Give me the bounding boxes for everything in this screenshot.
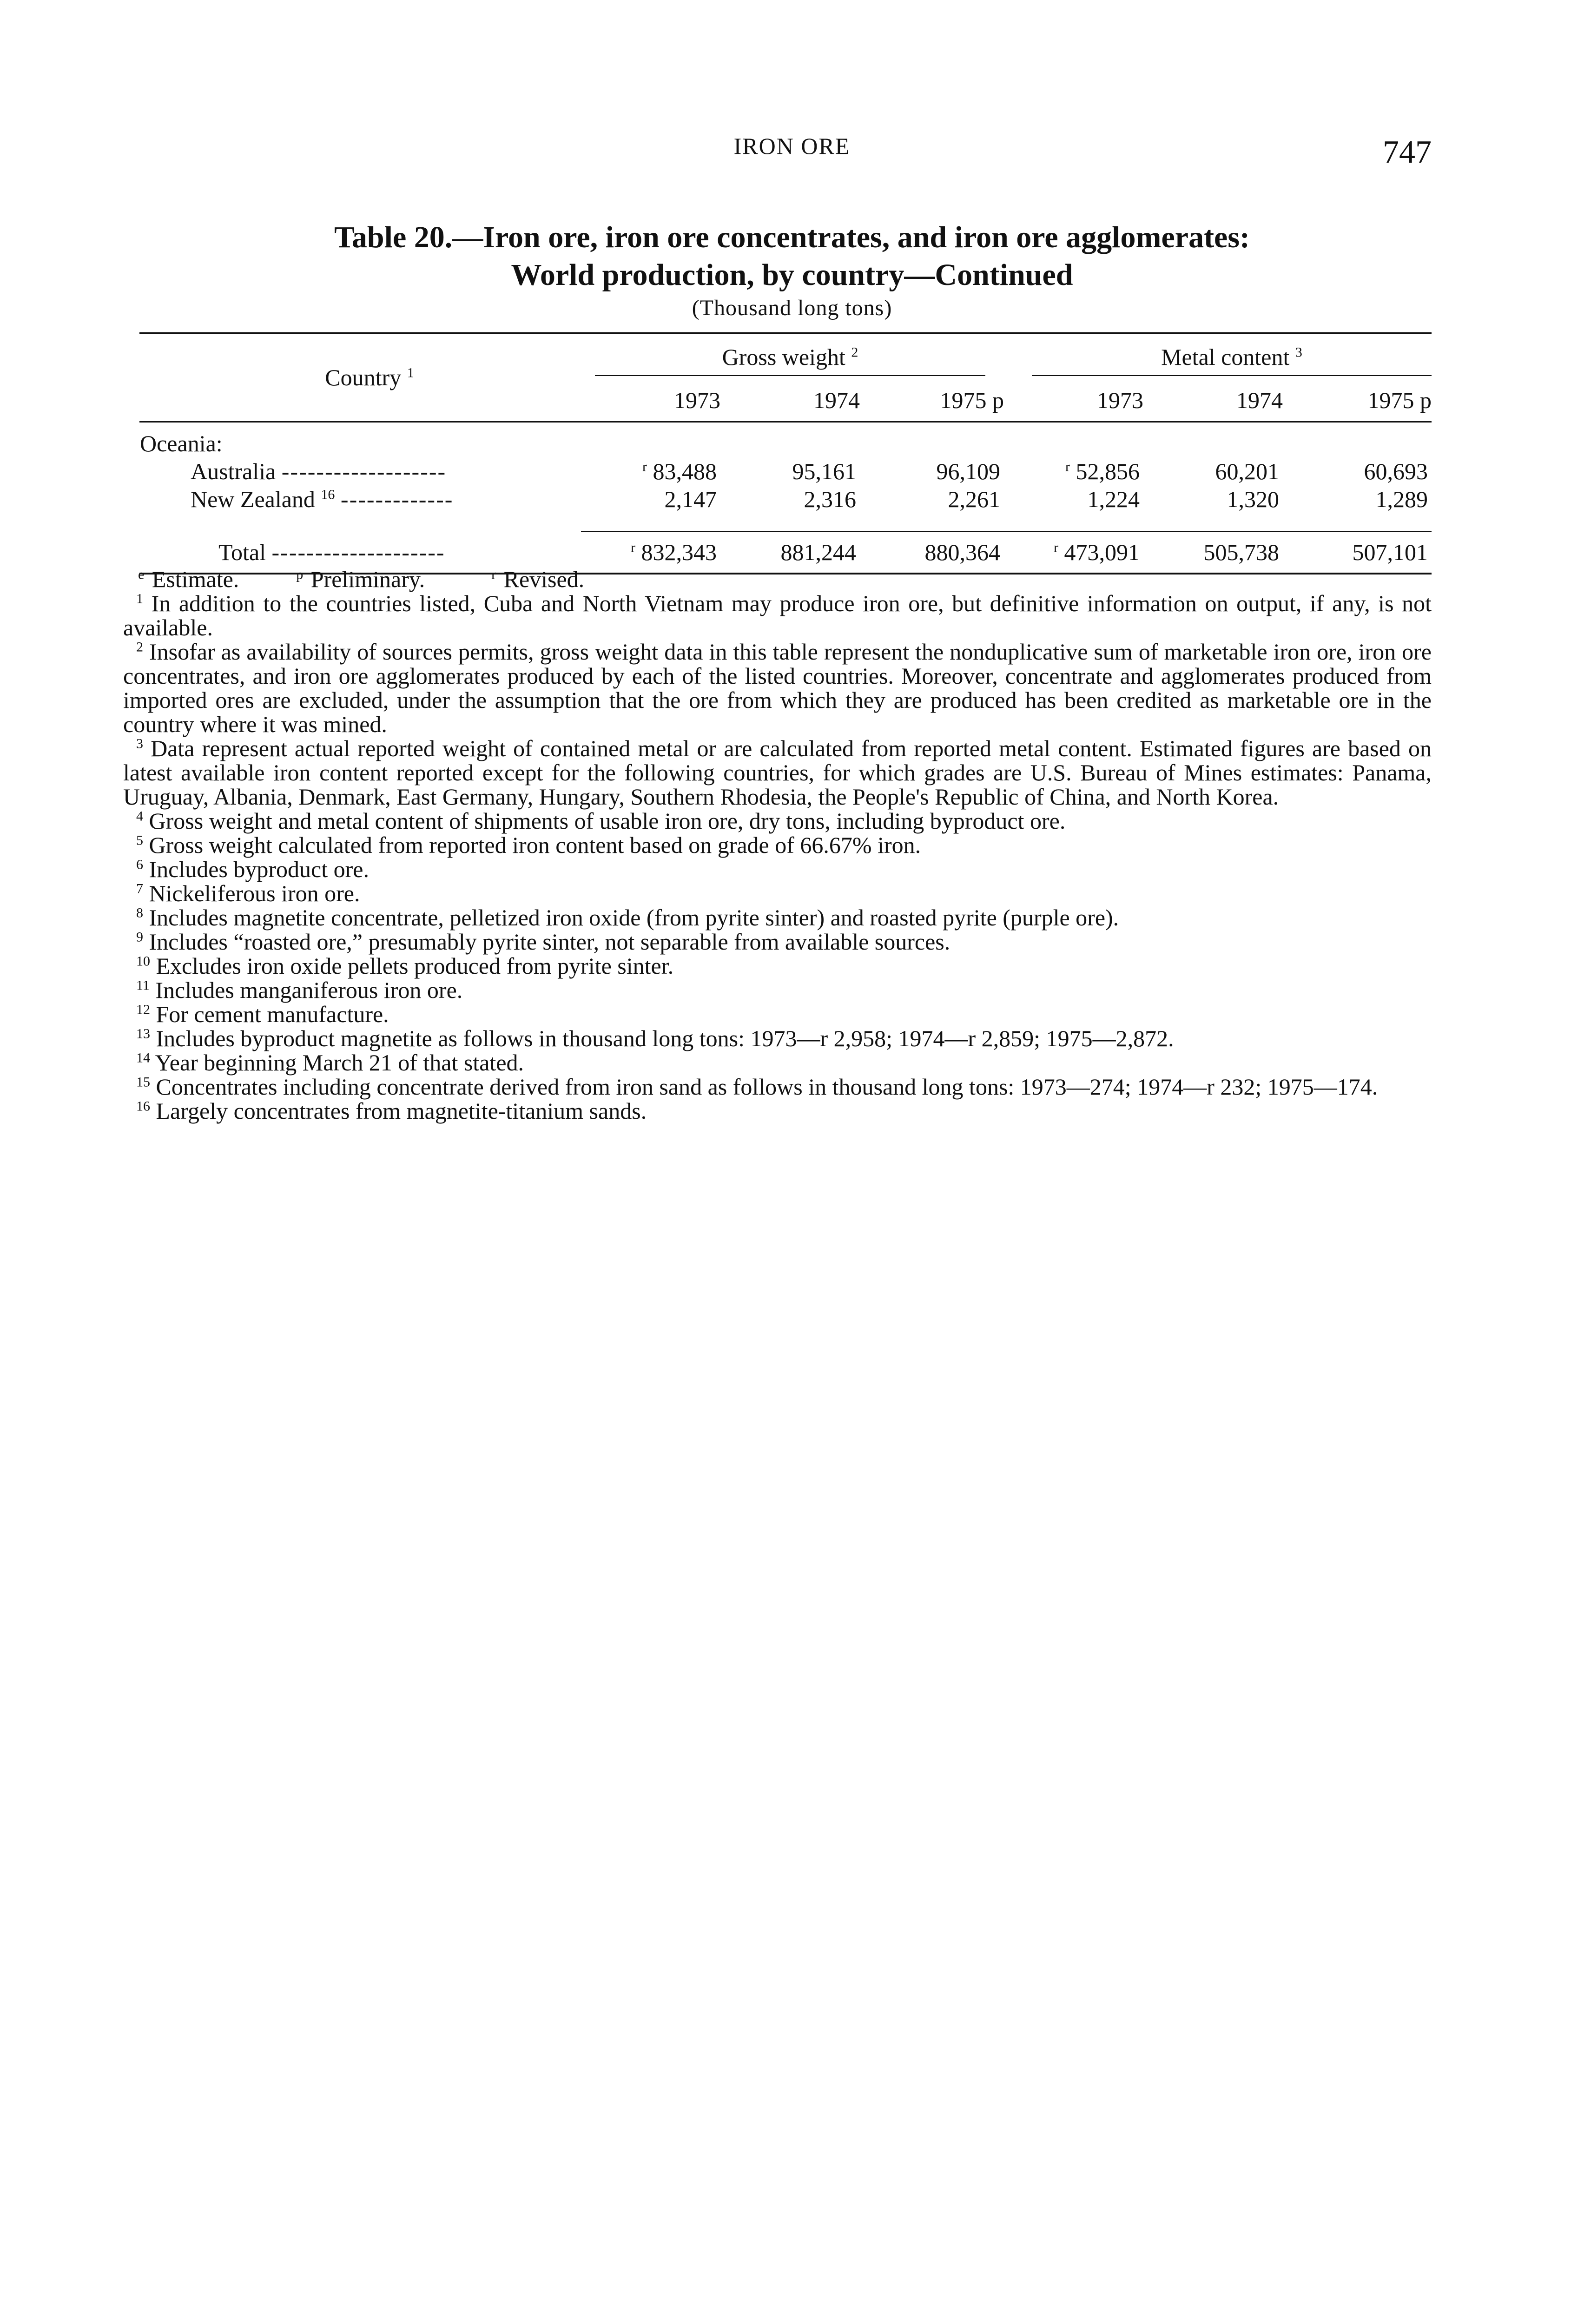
footnote-text: Includes byproduct ore. — [149, 856, 369, 882]
footnote-7 — [123, 881, 1432, 905]
footnote-1 — [123, 591, 1432, 640]
footnote-16 — [123, 1099, 1432, 1123]
cell-value: 473,091 — [1064, 539, 1140, 565]
cell-gw-1973: 2,147 — [664, 486, 717, 512]
table-row — [139, 485, 1432, 513]
total-gw-1975: 880,364 — [924, 539, 1000, 565]
cell-mc-1974: 60,201 — [1215, 458, 1279, 484]
footnote-number: 2 — [136, 639, 143, 655]
footnote-9 — [123, 930, 1432, 954]
footnote-number: 4 — [136, 808, 143, 824]
footnote-number: 16 — [136, 1098, 150, 1114]
footnote-text: Data represent actual reported weight of contained metal or are calculated from reported metal content. Estimated figures are based on latest available iron content reported except for the following countries, for which grades are U.S. Bureau of Mines estimates: Panama, Uruguay, Albania, Denmark, East Germany, Hungary, Southern Rhodesia, the People's Republic of China, and North Korea. — [123, 735, 1432, 810]
footnote-11 — [123, 978, 1432, 1002]
table-row — [139, 457, 1432, 485]
footnote-15 — [123, 1075, 1432, 1099]
gross-weight-label: Gross weight — [722, 344, 845, 370]
footnote-number: 13 — [136, 1026, 150, 1042]
col-header-mc-1975 — [1283, 380, 1432, 422]
footnote-3 — [123, 736, 1432, 809]
total-mc-1974: 505,738 — [1203, 539, 1279, 565]
metal-content-label: Metal content — [1161, 344, 1290, 370]
year-label: 1975 — [1367, 387, 1414, 414]
total-mc-1975: 507,101 — [1352, 539, 1428, 565]
footnote-10 — [123, 954, 1432, 978]
cell-gw-1973 — [581, 457, 720, 485]
footnote-text: Nickeliferous iron ore. — [149, 880, 360, 906]
revised-mark: r — [642, 458, 647, 474]
preliminary-mark: p — [992, 387, 1004, 414]
footnote-ref: 16 — [321, 486, 335, 502]
revised-mark: r — [1054, 540, 1058, 555]
legend-text: Preliminary. — [310, 566, 425, 592]
footnote-text: Excludes iron oxide pellets produced from pyrite sinter. — [156, 953, 674, 979]
cell-mc-1974: 1,320 — [1227, 486, 1279, 512]
footnote-text: In addition to the countries listed, Cuba and North Vietnam may produce iron ore, but definitive information on output, if any, is not available. — [123, 590, 1432, 640]
cell-mc-1973 — [1004, 457, 1143, 485]
running-head: IRON ORE — [733, 133, 851, 159]
table-units: (Thousand long tons) — [692, 296, 892, 320]
footnote-text: Largely concentrates from magnetite-titanium sands. — [156, 1098, 647, 1124]
total-gw-1974: 881,244 — [780, 539, 856, 565]
col-header-country-label: Country — [325, 364, 402, 391]
footnote-4 — [123, 809, 1432, 833]
row-country — [139, 485, 581, 513]
total-label: Total — [218, 539, 266, 565]
footnote-ref: 1 — [407, 365, 414, 381]
footnote-text: Includes byproduct magnetite as follows in thousand long tons: 1973—r 2,958; 1974—r 2,859; 1975—2,872. — [156, 1025, 1174, 1051]
cell-value: 83,488 — [653, 458, 717, 484]
footnote-number: 9 — [136, 929, 143, 945]
preliminary-mark: p — [1420, 387, 1432, 414]
footnote-text: Includes magnetite concentrate, pelletized iron oxide (from pyrite sinter) and roasted pyrite (purple ore). — [149, 905, 1119, 931]
legend-text: Revised. — [503, 566, 585, 592]
footnote-5 — [123, 833, 1432, 857]
footnote-number: 15 — [136, 1074, 150, 1090]
footnote-number: 5 — [136, 832, 143, 848]
revised-mark: r — [1065, 458, 1070, 474]
cell-mc-1975: 60,693 — [1364, 458, 1428, 484]
cell-gw-1974: 2,316 — [804, 486, 856, 512]
footnote-ref: 3 — [1295, 344, 1302, 360]
country-name: Australia — [191, 458, 276, 484]
revised-mark: r — [631, 540, 635, 555]
production-table — [139, 332, 1432, 574]
year-label: 1975 — [940, 387, 987, 414]
dot-leader: ------------- — [340, 486, 454, 512]
legend-mark: e — [138, 567, 145, 582]
col-header-mc-1973: 1973 — [1097, 387, 1143, 414]
footnote-12 — [123, 1002, 1432, 1026]
footnote-number: 12 — [136, 1002, 150, 1017]
footnote-number: 10 — [136, 953, 150, 969]
footnote-text: For cement manufacture. — [156, 1001, 389, 1027]
dot-leader: ------------------- — [281, 458, 447, 484]
col-header-gw-1974: 1974 — [813, 387, 860, 414]
footnote-text: Concentrates including concentrate derived from iron sand as follows in thousand long tons: 1973—274; 1974—r 232; 1975—174. — [156, 1074, 1378, 1100]
col-header-country — [139, 333, 581, 422]
footnote-ref: 2 — [851, 344, 858, 360]
footnote-number: 7 — [136, 881, 143, 897]
footnote-number: 8 — [136, 905, 143, 921]
footnote-text: Year beginning March 21 of that stated. — [155, 1050, 524, 1076]
col-header-gw-1975 — [860, 380, 1004, 422]
region-label: Oceania: — [140, 430, 223, 456]
footnote-8 — [123, 905, 1432, 930]
footnote-6 — [123, 857, 1432, 881]
footnote-text: Includes manganiferous iron ore. — [155, 977, 463, 1003]
legend-mark: p — [296, 567, 304, 582]
cell-value: 832,343 — [641, 539, 717, 565]
cell-value: 52,856 — [1076, 458, 1140, 484]
footnote-14 — [123, 1050, 1432, 1075]
footnote-number: 11 — [136, 977, 150, 993]
col-header-metal-content — [1004, 333, 1432, 380]
table-title — [0, 218, 1584, 323]
cell-mc-1975: 1,289 — [1375, 486, 1428, 512]
footnotes — [123, 567, 1432, 1123]
cell-gw-1975: 96,109 — [936, 458, 1000, 484]
cell-gw-1975: 2,261 — [948, 486, 1000, 512]
cell-mc-1973: 1,224 — [1087, 486, 1140, 512]
footnote-number: 1 — [136, 591, 143, 607]
footnote-13 — [123, 1026, 1432, 1050]
footnote-2 — [123, 640, 1432, 736]
footnote-legend — [123, 567, 1432, 591]
footnote-number: 6 — [136, 857, 143, 872]
col-header-gw-1973: 1973 — [674, 387, 720, 414]
footnote-list — [123, 591, 1432, 1123]
col-header-gross-weight — [581, 333, 1004, 380]
footnote-number: 3 — [136, 736, 143, 752]
row-country — [139, 457, 581, 485]
footnote-text: Includes “roasted ore,” presumably pyrite sinter, not separable from available sources. — [149, 929, 950, 955]
country-name: New Zealand — [191, 486, 315, 512]
table-title-line-1: Table 20.—Iron ore, iron ore concentrates, and iron ore agglomerates: — [334, 220, 1250, 254]
col-header-mc-1974: 1974 — [1236, 387, 1283, 414]
legend-text: Estimate. — [152, 566, 239, 592]
footnote-text: Insofar as availability of sources permits, gross weight data in this table represent the nonduplicative sum of marketable iron ore, iron ore concentrates, and iron ore agglomerates produced by each of the listed countries. Moreover, concentrate and agglomerates produced from imported ores are excluded, under the assumption that the ore from which they are produced has been credited as marketable ore in the country where it was mined. — [123, 639, 1432, 737]
footnote-text: Gross weight and metal content of shipments of usable iron ore, dry tons, including byproduct ore. — [149, 808, 1066, 834]
footnote-text: Gross weight calculated from reported iron content based on grade of 66.67% iron. — [149, 832, 921, 858]
legend-mark: r — [491, 567, 496, 582]
cell-gw-1974: 95,161 — [792, 458, 856, 484]
footnote-number: 14 — [136, 1050, 150, 1066]
page-number: 747 — [1383, 134, 1432, 170]
dot-leader: -------------------- — [271, 539, 445, 565]
table-title-line-2: World production, by country—Continued — [511, 258, 1073, 292]
